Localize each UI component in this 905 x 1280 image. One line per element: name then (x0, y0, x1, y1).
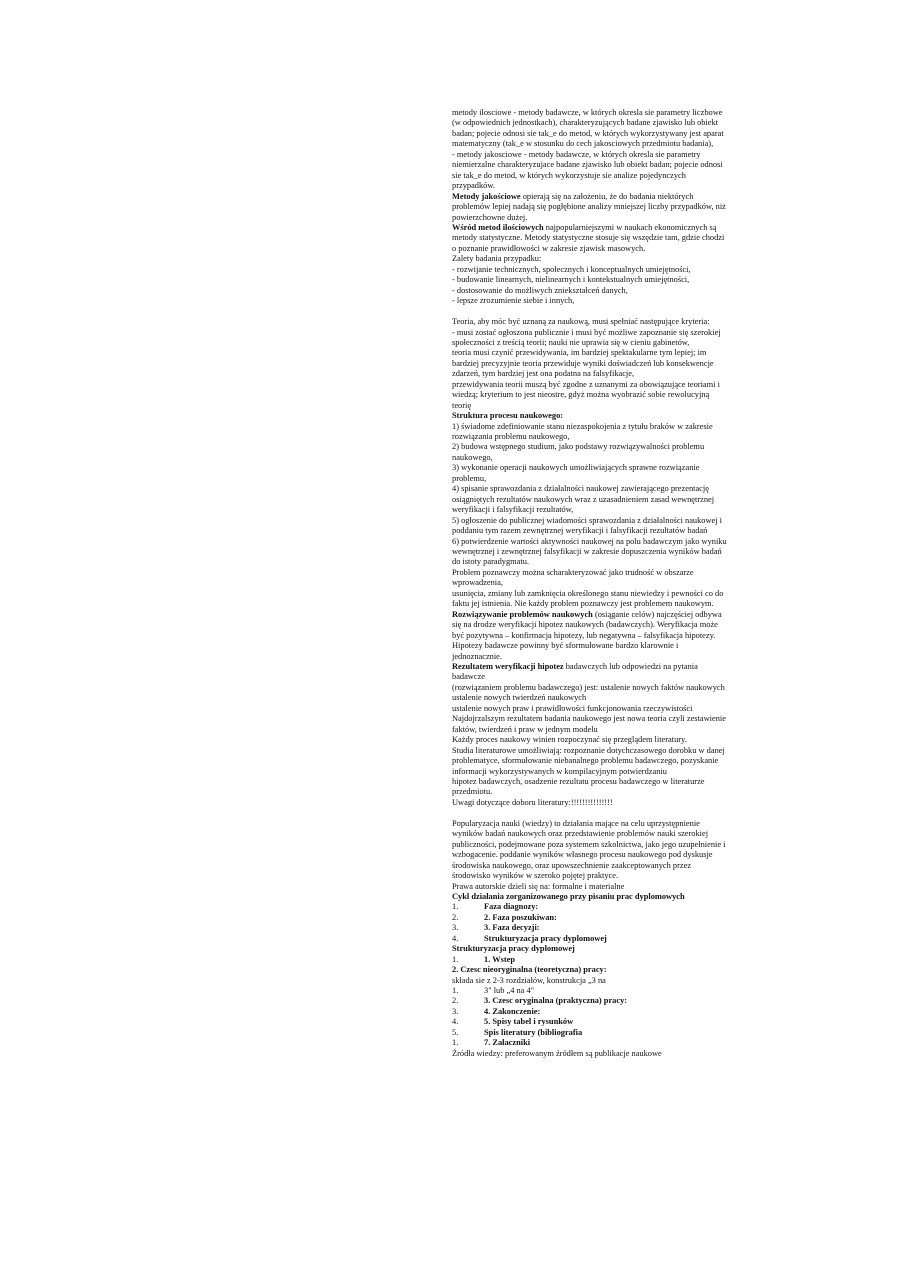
text-line (452, 401, 762, 411)
text-line (452, 547, 762, 557)
line-text: wzbogacenie. poddanie wyników własnego procesu naukowego pod dyskusje (452, 850, 713, 860)
text-line (452, 108, 762, 118)
text-line (452, 767, 762, 777)
line-text: 2) budowa wstępnego studium, jako podstawy rozwiązywalności problemu (452, 442, 705, 452)
line-text: teorię (452, 400, 472, 410)
line-text: 1) świadome zdefiniowanie stanu niezaspokojenia z tytułu braków w zakresie (452, 421, 713, 431)
line-text: 6) potwierdzenie wartości aktywności naukowej na polu badawczym jako wyniku (452, 536, 727, 546)
text-line (452, 202, 762, 212)
bold-phrase: 3. Faza decyzji: (484, 923, 540, 933)
line-text: jednoznacznie. (452, 651, 502, 661)
line-text: (w odpowiednich jednostkach), charakteryzujących badane zjawisko lub obiekt (452, 118, 719, 128)
text-line (452, 254, 762, 264)
blank-line (452, 307, 762, 317)
text-line (452, 150, 762, 160)
text-line (452, 620, 762, 630)
text-line (452, 390, 762, 400)
text-line (452, 129, 762, 139)
bold-phrase: Spis literatury (bibliografia (484, 1027, 583, 1037)
line-text: badan; pojecie odnosi sie tak_e do metod, w których wykorzystywany jest aparat (452, 128, 724, 138)
text-line (452, 411, 762, 421)
text-line (452, 652, 762, 662)
bold-phrase: 4. Zakonczenie: (484, 1006, 541, 1016)
bold-phrase: Rezultatem weryfikacji hipotez (452, 662, 564, 671)
line-text: bardziej precyzyjnie teoria przewiduje wyniki doświadczeń lub konsekwencje (452, 358, 714, 368)
line-text: być pozytywna – konfirmacja hipotezy, lub negatywna – falsyfikacja hipotezy. (452, 630, 716, 640)
line-text: 4) spisanie sprawozdania z działalności naukowej zawierającego prezentację (452, 484, 709, 494)
line-text: informacji wykorzystywanych w kompilacyjnym potwierdzaniu (452, 766, 667, 776)
text-line (452, 1028, 762, 1038)
line-text: hipotez badawczych, osadzenie rezultatu procesu badawczego w literaturze (452, 776, 705, 786)
text-line (452, 777, 762, 787)
line-text: się na drodze weryfikacji hipotez naukowych (badawczych). Weryfikacja może (452, 620, 718, 630)
line-text: badawcze (452, 672, 486, 682)
line-text: opierają się na założeniu, że do badania niektórych (520, 191, 694, 201)
document-text-column (452, 108, 762, 1059)
text-line (452, 631, 762, 641)
text-line (452, 568, 762, 578)
line-text: - metody jakosciowe - metody badawcze, w których okresla sie parametry (452, 149, 701, 159)
line-text: - lepsze zrozumienie siebie i innych, (452, 296, 575, 306)
text-line (452, 892, 762, 902)
line-text: Teoria, aby móc być uznaną za naukową, musi spełniać następujące kryteria: (452, 317, 710, 327)
list-number: 1. (452, 986, 459, 996)
text-line (452, 902, 762, 912)
text-line (452, 474, 762, 484)
list-number: 1. (452, 1038, 459, 1048)
bold-phrase: 2. Faza poszukiwan: (484, 912, 557, 922)
list-number: 3. (452, 1006, 459, 1016)
line-text: wewnętrznej i zewnętrznej falsyfikacji w zakresie dopuszczenia wyników badań (452, 547, 722, 557)
text-line (452, 1017, 762, 1027)
line-text: poddaniu tym razem zewnętrznej weryfikacji i falsyfikacji rezultatów badań (452, 526, 708, 536)
line-text: faktu jej istnienia. Nie każdy problem poznawczy jest problemem naukowym. (452, 599, 714, 609)
bold-phrase: Strukturyzacja pracy dyplomowej (484, 933, 607, 943)
bold-phrase: 2. Czesc nieoryginalna (teoretyczna) pracy: (452, 965, 607, 975)
line-text: społeczności z treścią teorii; nauki nie uprawia się w cieniu gabinetów, (452, 337, 690, 347)
line-text: wprowadzenia, (452, 578, 503, 588)
line-text: teoria musi czynić przewidywania, im bardziej spektakularne tym lepiej; im (452, 348, 707, 358)
list-number: 2. (452, 996, 459, 1006)
text-line (452, 1038, 762, 1048)
text-line (452, 139, 762, 149)
text-line (452, 683, 762, 693)
blank-line (452, 808, 762, 818)
text-line (452, 1049, 762, 1059)
text-line (452, 338, 762, 348)
text-line (452, 944, 762, 954)
text-line (452, 850, 762, 860)
text-line (452, 599, 762, 609)
text-line (452, 976, 762, 986)
text-line (452, 526, 762, 536)
text-line (452, 265, 762, 275)
text-line (452, 516, 762, 526)
line-text: Każdy proces naukowy winien rozpoczynać się przeglądem literatury. (452, 735, 687, 745)
line-text: przewidywania teorii muszą być zgodne z uznanymi za obowiązujące teoriami i (452, 379, 720, 389)
text-line (452, 819, 762, 829)
line-text: wyników badań naukowych oraz przedstawienie problemów nauki szerokiej (452, 829, 709, 839)
text-line (452, 641, 762, 651)
text-line (452, 328, 762, 338)
line-text: składa sie z 2-3 rozdziałów, konstrukcja „3 na (452, 975, 606, 985)
line-text: o poznanie prawidłowości w zakresie zjawisk masowych. (452, 243, 646, 253)
text-line (452, 317, 762, 327)
text-line (452, 996, 762, 1006)
bold-phrase: 1. Wstep (484, 954, 516, 964)
text-line (452, 589, 762, 599)
text-line (452, 746, 762, 756)
text-line (452, 840, 762, 850)
text-line (452, 829, 762, 839)
text-line (452, 171, 762, 181)
line-text: ustalenie nowych twierdzeń naukowych (452, 693, 587, 703)
text-line (452, 787, 762, 797)
line-text: 3" lub „4 na 4" (484, 986, 535, 996)
bold-phrase: 7. Załaczniki (484, 1038, 531, 1048)
text-line (452, 882, 762, 892)
line-text: - musi zostać ogłoszona publicznie i musi być możliwe zapoznanie się szerokiej (452, 327, 721, 337)
text-line (452, 181, 762, 191)
text-line (452, 359, 762, 369)
line-text: Najdojrzalszym rezultatem badania naukowego jest nowa teoria czyli zestawienie (452, 714, 726, 724)
text-line (452, 463, 762, 473)
text-line (452, 725, 762, 735)
list-number: 2. (452, 912, 459, 922)
bold-phrase: Rozwiązywanie problemów naukowych (452, 609, 593, 619)
text-line (452, 118, 762, 128)
line-text: problematyce, sformułowanie niebanalnego problemu badawczego, pozyskanie (452, 756, 719, 766)
text-line (452, 275, 762, 285)
text-line (452, 923, 762, 933)
text-line (452, 1007, 762, 1017)
line-text: - rozwijanie technicznych, społecznych i konceptualnych umiejętności, (452, 264, 691, 274)
line-text: Uwagi dotyczące doboru literatury:!!!!!!!!!!!!!!! (452, 797, 613, 807)
list-number: 4. (452, 1017, 459, 1027)
line-text: Problem poznawczy można scharakteryzować jako trudność w obszarze (452, 567, 694, 577)
line-text: 3) wykonanie operacji naukowych umożliwiających sprawne rozwiązanie (452, 463, 700, 473)
list-number: 4. (452, 933, 459, 943)
bold-phrase: Strukturyzacja pracy dyplomowej (452, 944, 575, 954)
text-line (452, 965, 762, 975)
bold-phrase: 3. Czesc oryginalna (praktyczna) pracy: (484, 996, 628, 1006)
text-line (452, 484, 762, 494)
bold-phrase: Wśród metod ilościowych (452, 222, 544, 232)
text-line (452, 505, 762, 515)
bold-phrase: 5. Spisy tabel i rysunków (484, 1017, 574, 1027)
text-line (452, 348, 762, 358)
text-line (452, 662, 762, 672)
line-text: najpopularniejszymi w naukach ekonomicznych są (543, 222, 717, 232)
list-number: 3. (452, 923, 459, 933)
text-line (452, 223, 762, 233)
text-line (452, 213, 762, 223)
line-text: (rozwiązaniem problemu badawczego) jest: ustalenie nowych faktów naukowych (452, 682, 725, 692)
line-text: ustalenie nowych praw i prawidłowości funkcjonowania rzeczywistości (452, 703, 693, 713)
line-text: przypadków. (452, 181, 495, 191)
line-text: do istoty paradygmatu. (452, 557, 529, 567)
list-number: 1. (452, 902, 459, 912)
line-text: powierzchowne dużej. (452, 212, 528, 222)
line-text: środowiska naukowego, oraz upowszechnienie zaakceptowanych przez (452, 860, 692, 870)
line-text: badawczych lub odpowiedzi na pytania (563, 662, 698, 671)
line-text: środowisko wyników w szeroko pojętej praktyce. (452, 871, 619, 881)
text-line (452, 735, 762, 745)
text-line (452, 610, 762, 620)
text-line (452, 693, 762, 703)
text-line (452, 986, 762, 996)
text-line (452, 537, 762, 547)
text-line (452, 160, 762, 170)
line-text: - budowanie linearnych, nielinearnych i kontekstualnych umiejętności, (452, 275, 690, 285)
line-text: 5) ogłoszenie do publicznej wiadomości sprawozdania z działalności naukowej i (452, 515, 723, 525)
text-line (452, 495, 762, 505)
line-text: osiągniętych rezultatów naukowych wraz z uzasadnieniem zasad wewnętrznej (452, 494, 715, 504)
list-number: 5. (452, 1027, 459, 1037)
line-text: naukowego, (452, 452, 493, 462)
list-number: 1. (452, 954, 459, 964)
bold-phrase: Cykl działania zorganizowanego przy pisaniu prac dyplomowych (452, 891, 685, 901)
text-line (452, 557, 762, 567)
line-text: publiczności, podejmowane poza systemem szkolnictwa, jako jego uzupełnienie i (452, 839, 726, 849)
line-text: problemu, (452, 473, 487, 483)
text-line (452, 704, 762, 714)
text-line (452, 192, 762, 202)
line-text: - dostosowanie do możliwych zniekształceń danych, (452, 285, 628, 295)
line-text: Hipotezy badawcze powinny być sformułowane bardzo klarownie i (452, 641, 679, 651)
line-text: weryfikacji i falsyfikacji rezultatów, (452, 505, 574, 515)
text-line (452, 798, 762, 808)
line-text: Studia literaturowe umożliwiają: rozpoznanie dotychczasowego dorobku w danej (452, 745, 725, 755)
line-text: niemierzalne charakteryzujace badane zjawisko lub obiekt badan; pojecie odnosi (452, 160, 723, 170)
bold-phrase: Metody jakościowe (452, 191, 521, 201)
text-line (452, 233, 762, 243)
text-line (452, 296, 762, 306)
line-text: matematyczny (tak_e w stosunku do cech jakosciowych przedmiotu badania), (452, 139, 714, 149)
line-text: problemów lepiej nadają się pogłębione analizy mniejszej liczby przypadków, niż (452, 202, 726, 212)
bold-phrase: Faza diagnozy: (484, 902, 539, 912)
text-line (452, 672, 762, 682)
line-text: Popularyzacja nauki (wiedzy) to działania mające na celu uprzystępnienie (452, 818, 700, 828)
text-line (452, 871, 762, 881)
text-line (452, 955, 762, 965)
text-line (452, 756, 762, 766)
line-text: Źródła wiedzy: preferowanym źródłem są publikacje naukowe (452, 1048, 662, 1058)
text-line (452, 244, 762, 254)
line-text: wiedzą; kryterium to jest nieostre, gdyż można wyobrazić sobie rewolucyjną (452, 390, 710, 400)
text-line (452, 286, 762, 296)
line-text: rozwiązania problemu naukowego, (452, 432, 570, 442)
text-line (452, 913, 762, 923)
line-text: metody statystyczne. Metody statystyczne stosuje się wszędzie tam, gdzie chodzi (452, 233, 725, 243)
text-line (452, 714, 762, 724)
text-line (452, 432, 762, 442)
text-line (452, 380, 762, 390)
text-line (452, 861, 762, 871)
text-line (452, 453, 762, 463)
line-text: Prawa autorskie dzieli się na: formalne i materialne (452, 881, 625, 891)
line-text: metody ilosciowe - metody badawcze, w których okresla sie parametry liczbowe (452, 108, 723, 117)
line-text: faktów, twierdzeń i praw w jednym modelu (452, 724, 598, 734)
line-text: (osiąganie celów) najczęściej odbywa (592, 609, 722, 619)
line-text: usunięcia, zmiany lub zamknięcia określonego stanu niewiedzy i pewności co do (452, 588, 724, 598)
text-line (452, 578, 762, 588)
text-line (452, 422, 762, 432)
line-text: zdarzeń, tym bardziej jest ona podatna na falsyfikacje, (452, 369, 635, 379)
text-line (452, 442, 762, 452)
text-line (452, 934, 762, 944)
line-text: przedmiotu. (452, 787, 493, 797)
line-text: sie tak_e do metod, w których wykorzystuje sie analize pojedynczych (452, 170, 686, 180)
text-line (452, 369, 762, 379)
bold-phrase: Struktura procesu naukowego: (452, 411, 564, 421)
line-text: Zalety badania przypadku: (452, 254, 542, 264)
